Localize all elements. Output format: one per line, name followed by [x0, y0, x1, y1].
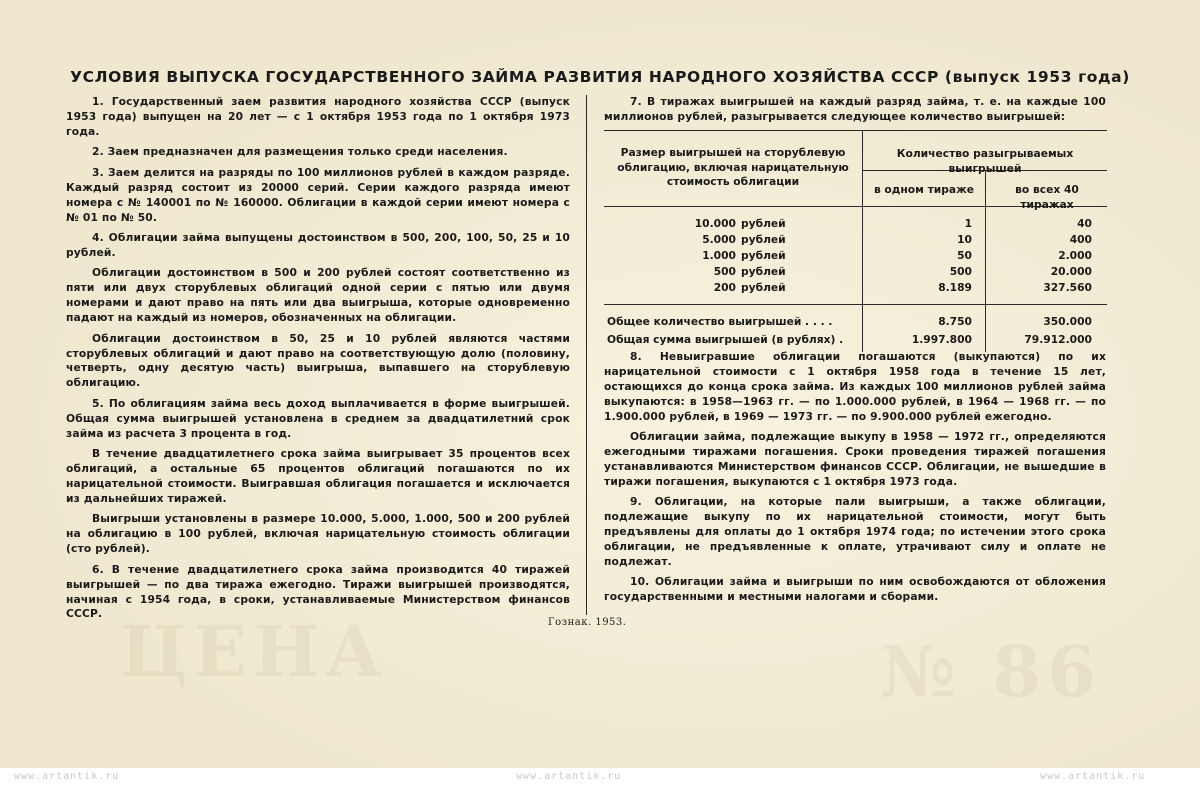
header-prize-count: Количество разыгрываемых выигрышей — [896, 147, 1074, 175]
clause-4-paragraph-3: Облигации достоинством в 50, 25 и 10 рублей являются частями сторублевых облигаций и дают право на соответствующую долю (половину, четверть, одну десятую часть) выигрыша, выпавшего на сторублевую облигацию. — [66, 331, 570, 390]
clause-10: 10. Облигации займа и выигрыши по ним освобождаются от обложения государственными и местными налогами и сборами. — [604, 575, 1106, 604]
right-column-intro — [604, 95, 1106, 130]
row-5-all: 327.560 — [1043, 281, 1092, 294]
header-one-draw: в одном тираже — [873, 183, 975, 196]
row-5-amount: 200 — [713, 281, 736, 294]
clause-9: 9. Облигации, на которые пали выигрыши, а также облигации, подлежащие выкупу по их нарицательной стоимости, могут быть предъявлены для оплаты до 1 октября 1974 года; по истечении этого срока облигации, не предъявленные к оплате, утрачивают силу и оплате не подлежат. — [604, 495, 1106, 568]
clause-5-paragraph-2: В течение двадцатилетнего срока займа выигрывает 35 процентов всех облигаций, а остальные 65 процентов облигаций погашаются по их нарицательной стоимости. Выигравшая облигация погашается и исключается из дальнейших тиражей. — [66, 447, 570, 505]
header-prize-size: Размер выигрышей на сторублевую облигацию, включая нарицательную стоимость облигации — [617, 146, 849, 189]
bleed-through-numbers-left: ЦЕНА — [120, 610, 389, 693]
row-3-amount: 1.000 — [702, 249, 736, 262]
watermark-center: www.artantik.ru — [516, 771, 622, 782]
clause-5: 5. По облигациям займа весь доход выплачивается в форме выигрышей. Общая сумма выигрышей установлена в среднем за двадцатилетний срок займа из расчета 3 процента в год. — [66, 396, 570, 440]
total-sum-label: Общая сумма выигрышей (в рублях) . — [607, 333, 844, 346]
row-2-one: 10 — [957, 233, 972, 246]
clause-8: 8. Невыигравшие облигации погашаются (выкупаются) по их нарицательной стоимости с 1 октября 1958 года в течение 15 лет, остающихся до конца срока займа. Из каждых 100 миллионов рублей займа выкупаются: в 1958—1963 гг. — по 1.000.000 рублей, в 1964 — 1968 гг. — по 1.900.000 рублей, в 1969 — 1973 гг. — по 9.900.000 рублей ежегодно. — [604, 350, 1106, 423]
row-2-unit: рублей — [741, 233, 786, 246]
printer-imprint: Гознак. 1953. — [548, 617, 627, 628]
row-4-all: 20.000 — [1050, 265, 1092, 278]
total-count-label: Общее количество выигрышей . . . . — [607, 315, 833, 328]
clause-5-paragraph-3: Выигрыши установлены в размере 10.000, 5.000, 1.000, 500 и 200 рублей на облигацию в 100 рублей, включая нарицательную стоимость облигации (сто рублей). — [66, 512, 570, 556]
row-5-unit: рублей — [741, 281, 786, 294]
document-title: УСЛОВИЯ ВЫПУСКА ГОСУДАРСТВЕННОГО ЗАЙМА РАЗВИТИЯ НАРОДНОГО ХОЗЯЙСТВА СССР (выпуск 1953 года) — [70, 68, 1130, 86]
clause-8-paragraph-2: Облигации займа, подлежащие выкупу в 1958 — 1972 гг., определяются ежегодными тиражами погашения. Сроки проведения тиражей погашения устанавливаются Министерством финансов СССР. Облигации, не вышедшие в тиражи погашения, выкупаются с 1 октября 1973 года. — [604, 430, 1106, 488]
watermark-left: www.artantik.ru — [14, 771, 120, 782]
clause-2: 2. Заем предназначен для размещения только среди населения. — [92, 145, 508, 159]
table-rule-totals — [604, 304, 1107, 305]
row-1-amount: 10.000 — [694, 217, 736, 230]
row-4-unit: рублей — [741, 265, 786, 278]
left-column — [66, 95, 570, 628]
table-rule-top — [604, 130, 1107, 131]
row-2-all: 400 — [1069, 233, 1092, 246]
clause-3: 3. Заем делится на разряды по 100 миллионов рублей в каждом разряде. Каждый разряд состоит из 20000 серий. Серии каждого разряда имеют номера с № 140001 по № 160000. Облигации в каждой серии имеют номера с № 01 по № 50. — [66, 165, 570, 224]
row-5-one: 8.189 — [938, 281, 972, 294]
prize-table — [604, 130, 1107, 352]
row-1-all: 40 — [1077, 217, 1092, 230]
total-sum-all: 79.912.000 — [1024, 333, 1092, 346]
clause-4: 4. Облигации займа выпущены достоинством в 500, 200, 100, 50, 25 и 10 рублей. — [66, 231, 570, 259]
total-sum-one: 1.997.800 — [911, 333, 972, 346]
row-2-amount: 5.000 — [702, 233, 736, 246]
table-divider-1 — [862, 130, 863, 352]
row-1-unit: рублей — [741, 217, 786, 230]
bleed-through-numbers-right: № 86 — [880, 630, 1102, 713]
clause-1: 1. Государственный заем развития народного хозяйства СССР (выпуск 1953 года) выпущен на 20 лет — с 1 октября 1953 года по 1 октября 1973 года. — [66, 95, 570, 138]
watermark-right: www.artantik.ru — [1040, 771, 1146, 782]
row-3-one: 50 — [957, 249, 972, 262]
right-column — [604, 350, 1106, 611]
table-divider-2 — [985, 170, 986, 352]
clause-6: 6. В течение двадцатилетнего срока займа производится 40 тиражей выигрышей — по два тиража ежегодно. Тиражи выигрышей производятся, начиная с 1954 года, в сроки, устанавливаемые Министерством финансов СССР. — [66, 562, 570, 621]
row-4-one: 500 — [949, 265, 972, 278]
total-count-one: 8.750 — [938, 315, 972, 328]
total-count-all: 350.000 — [1043, 315, 1092, 328]
clause-7: 7. В тиражах выигрышей на каждый разряд займа, т. е. на каждые 100 миллионов рублей, разыгрывается следующее количество выигрышей: — [604, 95, 1106, 123]
clause-4-paragraph-2: Облигации достоинством в 500 и 200 рублей состоят соответственно из пяти или двух сторублевых облигаций одной серии с пятью или двумя номерами и дают право на пять или два выигрыша, которые одновременно падают на каждый из номеров, обозначенных на облигации. — [66, 266, 570, 325]
row-3-unit: рублей — [741, 249, 786, 262]
header-all-draws: во всех 40 тиражах — [1015, 183, 1079, 211]
column-divider — [586, 95, 587, 615]
row-3-all: 2.000 — [1058, 249, 1092, 262]
row-1-one: 1 — [964, 217, 972, 230]
row-4-amount: 500 — [713, 265, 736, 278]
